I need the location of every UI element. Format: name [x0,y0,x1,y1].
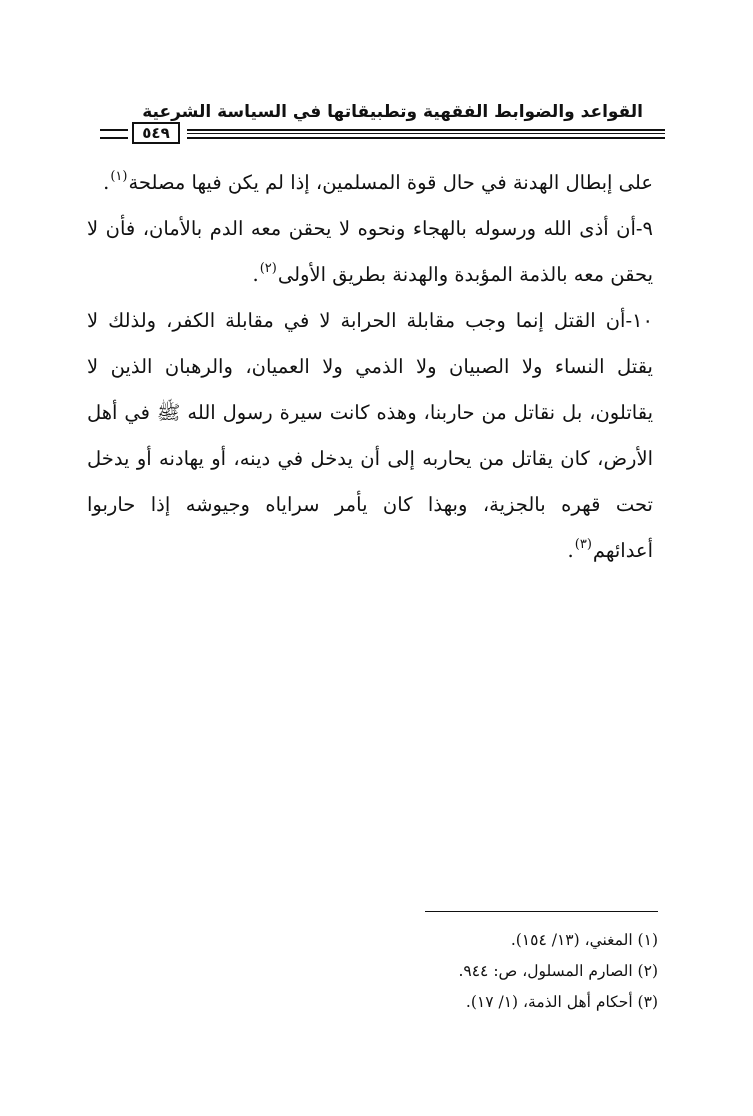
footnote-2: (٢) الصارم المسلول، ص: ٩٤٤. [458,962,658,980]
footnote-ref-1: (١) [110,169,128,184]
main-text [87,160,653,574]
footnote-3: (٣) أحكام أهل الذمة، (١/ ١٧). [465,993,658,1011]
paragraph-1-end: . [103,171,110,194]
header-rule [100,126,665,142]
footnote-ref-3: (٣) [574,537,592,552]
paragraph-2 [87,206,653,298]
running-title: القواعد والضوابط الفقهية وتطبيقاتها في السياسة الشرعية [142,102,643,122]
footnotes [98,925,658,1018]
header-rule-left [100,129,128,139]
paragraph-2-text: ٩-أن أذى الله ورسوله بالهجاء ونحوه لا يحقن معه الدم بالأمان، فأن لا يحقن معه بالذمة المؤبدة والهدنة بطريق الأولى [87,217,653,286]
paragraph-3 [87,298,653,574]
footnote-1: (١) المغني، (١٣/ ١٥٤). [510,931,658,949]
paragraph-3-text: ١٠-أن القتل إنما وجب مقابلة الحرابة لا في مقابلة الكفر، ولذلك لا يقتل النساء ولا الصبيان ولا الذمي ولا العميان، والرهبان الذين لا يقاتلون، بل نقاتل من حاربنا، وهذه كانت سيرة رسول الله ﷺ في أهل الأرض، كان يقاتل من يحاربه إلى أن يدخل في دينه، أو يهادنه أو يدخل تحت قهره بالجزية، وبهذا كان يأمر سراياه وجيوشه إذا حاربوا أعدائهم [87,309,653,562]
paragraph-1-text: على إبطال الهدنة في حال قوة المسلمين، إذا لم يكن فيها مصلحة [128,171,653,194]
paragraph-3-end: . [567,539,574,562]
page-number: ٥٤٩ [132,122,180,144]
paragraph-2-end: . [252,263,259,286]
footnote-separator [425,911,658,912]
paragraph-1 [87,160,653,206]
header-rule-right [187,129,665,139]
footnote-ref-2: (٢) [259,261,277,276]
